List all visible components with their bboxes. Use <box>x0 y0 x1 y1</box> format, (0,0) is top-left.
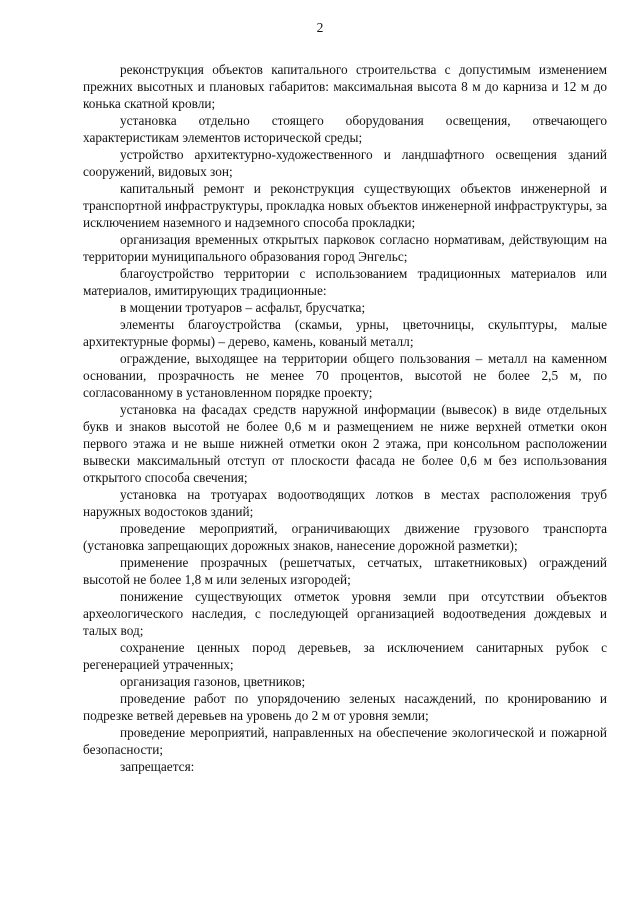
paragraph: понижение существующих отметок уровня земли при отсутствии объектов археологического наследия, с последующей организацией водоотведения дождевых и талых вод; <box>83 589 607 638</box>
paragraph: установка отдельно стоящего оборудования освещения, отвечающего характеристикам элементов исторической среды; <box>83 113 607 145</box>
paragraph: организация временных открытых парковок согласно нормативам, действующим на территории муниципального образования город Энгельс; <box>83 232 607 264</box>
paragraph: ограждение, выходящее на территории общего пользования – металл на каменном основании, прозрачность не менее 70 процентов, высотой не более 2,5 м, по согласованному в установленном порядке проекту; <box>83 351 607 400</box>
page-number: 2 <box>316 20 324 35</box>
paragraph: проведение мероприятий, ограничивающих движение грузового транспорта (установка запрещающих дорожных знаков, нанесение дорожной разметки); <box>83 521 607 553</box>
paragraph: установка на тротуарах водоотводящих лотков в местах расположения труб наружных водостоков зданий; <box>83 487 607 519</box>
document-body <box>83 61 607 775</box>
paragraph: применение прозрачных (решетчатых, сетчатых, штакетниковых) ограждений высотой не более 1,8 м или зеленых изгородей; <box>83 555 607 587</box>
paragraph: проведение работ по упорядочению зеленых насаждений, по кронированию и подрезке ветвей деревьев на уровень до 2 м от уровня земли; <box>83 691 607 723</box>
paragraph: капитальный ремонт и реконструкция существующих объектов инженерной и транспортной инфраструктуры, прокладка новых объектов инженерной инфраструктуры, за исключением наземного и надземного способа прокладки; <box>83 181 607 230</box>
paragraph: запрещается: <box>120 759 195 774</box>
paragraph: в мощении тротуаров – асфальт, брусчатка; <box>120 300 366 315</box>
paragraph: установка на фасадах средств наружной информации (вывесок) в виде отдельных букв и знаков высотой не более 0,6 м и размещением не ниже верхней отметки окон первого этажа и не выше нижней отметки окон 2 этажа, при консольном расположении вывески максимальный отступ от плоскости фасада не более 0,6 м без использования открытого способа свечения; <box>83 402 607 485</box>
paragraph: проведение мероприятий, направленных на обеспечение экологической и пожарной безопасности; <box>83 725 607 757</box>
paragraph: сохранение ценных пород деревьев, за исключением санитарных рубок с регенерацией утраченных; <box>83 640 607 672</box>
paragraph: устройство архитектурно-художественного и ландшафтного освещения зданий сооружений, видовых зон; <box>83 147 607 179</box>
paragraph: реконструкция объектов капитального строительства с допустимым изменением прежних высотных и плановых габаритов: максимальная высота 8 м до карниза и 12 м до конька скатной кровли; <box>83 62 607 111</box>
paragraph: благоустройство территории с использованием традиционных материалов или материалов, имитирующих традиционные: <box>83 266 607 298</box>
paragraph: элементы благоустройства (скамьи, урны, цветочницы, скульптуры, малые архитектурные формы) – дерево, камень, кованый металл; <box>83 317 607 349</box>
paragraph: организация газонов, цветников; <box>120 674 306 689</box>
